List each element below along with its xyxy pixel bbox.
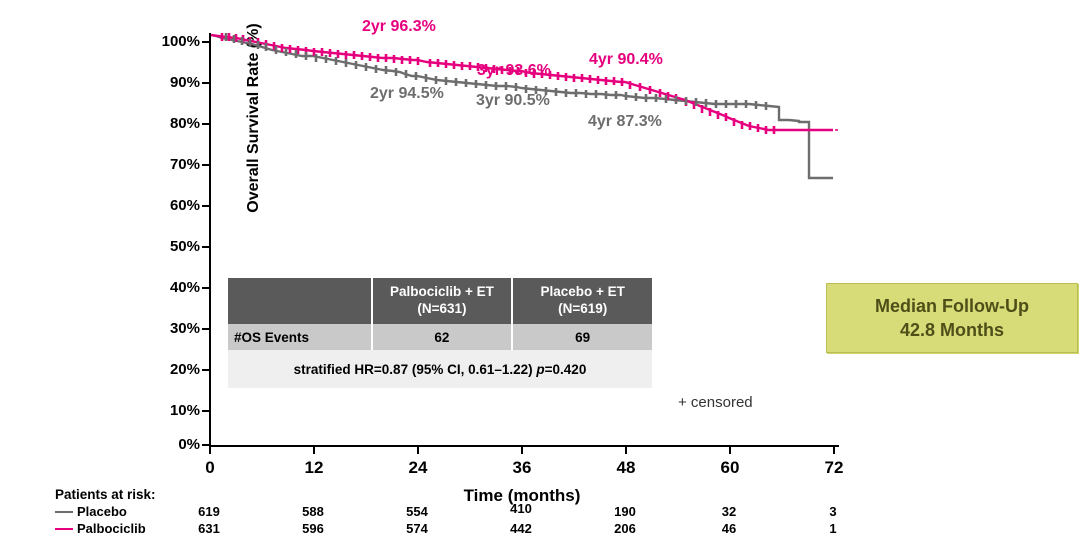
x-tick-12: 12 bbox=[304, 458, 324, 477]
risk-palbo-72: 1 bbox=[829, 521, 837, 536]
annotation-placebo-2yr: 2yr 94.5% bbox=[370, 85, 444, 102]
y-tick-30: 30% bbox=[169, 320, 200, 337]
risk-row-name-placebo: Placebo bbox=[77, 504, 127, 519]
risk-placebo-36: 410 bbox=[510, 501, 532, 516]
y-tick-80: 80% bbox=[169, 115, 200, 132]
y-tick-90: 90% bbox=[169, 74, 200, 91]
annotation-placebo-3yr: 3yr 90.5% bbox=[476, 92, 550, 109]
risk-placebo-0: 619 bbox=[198, 504, 220, 519]
stats-col-placebo-line2: (N=619) bbox=[558, 301, 608, 316]
y-tick-60: 60% bbox=[169, 197, 200, 214]
stats-hr-cell bbox=[228, 350, 652, 388]
y-tick-10: 10% bbox=[169, 402, 200, 419]
risk-placebo-24: 554 bbox=[406, 504, 428, 519]
stats-col-palbociclib-line1: Palbociclib + ET bbox=[389, 284, 494, 300]
annotation-palbo-4yr: 4yr 90.4% bbox=[589, 51, 663, 68]
x-tick-24: 24 bbox=[408, 458, 428, 477]
risk-row-name-palbociclib: Palbociclib bbox=[77, 521, 146, 536]
y-tick-50: 50% bbox=[169, 238, 200, 255]
patients-at-risk-title: Patients at risk: bbox=[55, 487, 156, 502]
risk-palbo-24: 574 bbox=[406, 521, 428, 536]
annotation-palbo-3yr: 3yr 93.6% bbox=[477, 62, 551, 79]
stats-header-row bbox=[228, 278, 652, 324]
annotation-placebo-4yr: 4yr 87.3% bbox=[588, 113, 662, 130]
stats-hr-p: p bbox=[536, 361, 545, 377]
stats-col-palbociclib bbox=[372, 278, 513, 324]
legend-line-palbociclib bbox=[55, 528, 73, 530]
y-tick-70: 70% bbox=[169, 156, 200, 173]
annotation-palbo-2yr: 2yr 96.3% bbox=[362, 18, 436, 35]
y-tick-40: 40% bbox=[169, 279, 200, 296]
y-tick-0: 0% bbox=[178, 436, 200, 453]
risk-placebo-60: 32 bbox=[721, 504, 737, 519]
stats-row-value-placebo: 69 bbox=[512, 324, 652, 350]
stats-corner-cell bbox=[228, 278, 372, 324]
risk-placebo-48: 190 bbox=[614, 504, 636, 519]
stats-hr-post: =0.420 bbox=[544, 361, 587, 377]
risk-palbo-36: 442 bbox=[510, 521, 532, 536]
risk-palbo-0: 631 bbox=[198, 521, 220, 536]
risk-placebo-72: 3 bbox=[829, 504, 837, 519]
median-followup-line1: Median Follow-Up bbox=[875, 295, 1029, 316]
stats-row-label: #OS Events bbox=[228, 324, 372, 350]
median-followup-box bbox=[826, 283, 1078, 353]
risk-palbo-60: 46 bbox=[721, 521, 737, 536]
x-axis-label: Time (months) bbox=[463, 486, 581, 505]
risk-placebo-12: 588 bbox=[302, 504, 324, 519]
table-row bbox=[55, 501, 1075, 521]
x-tick-36: 36 bbox=[512, 458, 532, 477]
x-tick-0: 0 bbox=[205, 458, 215, 477]
stats-footer-row bbox=[228, 350, 652, 388]
y-tick-20: 20% bbox=[169, 361, 200, 378]
censor-marks-palbociclib bbox=[222, 33, 774, 134]
table-row bbox=[228, 324, 652, 350]
survival-chart: Overall Survival Rate (%) 100% 90% 80% 70% 60% 50% 40% 30% 20% 10% 0% 0 12 24 36 48 60 72 Time (months) 2yr 96.3% 3yr 93.6% 4yr 90.4% 2yr 94.5% 3yr 90.5% 4yr 87.3% Palbociclib + ET (N=631) Placebo + ET (N=619) #OS Events 62 69 stratified HR=0.87 (95% CI, 0.61–1.22) p=0.420 + censored Median Follow-Up 42.8 Months Patients at risk: Placebo 619 588 554 410 190 32 3 Palbociclib 631 596 574 442 206 46 1 bbox=[0, 0, 1080, 553]
stats-col-palbociclib-line2: (N=631) bbox=[417, 301, 467, 316]
stats-col-placebo-line1: Placebo + ET bbox=[540, 284, 625, 300]
risk-palbo-12: 596 bbox=[302, 521, 324, 536]
risk-palbo-48: 206 bbox=[614, 521, 636, 536]
curve-palbociclib bbox=[211, 35, 833, 130]
legend-line-placebo bbox=[55, 511, 73, 513]
median-followup-line2: 42.8 Months bbox=[899, 320, 1005, 340]
stats-col-placebo bbox=[512, 278, 652, 324]
x-tick-72: 72 bbox=[824, 458, 844, 477]
y-tick-100: 100% bbox=[161, 33, 200, 50]
stats-hr-pre: stratified HR=0.87 (95% CI, 0.61–1.22) bbox=[293, 361, 537, 377]
stats-row-value-palbociclib: 62 bbox=[372, 324, 513, 350]
x-tick-48: 48 bbox=[616, 458, 636, 477]
patients-at-risk-table bbox=[55, 487, 1075, 538]
censored-legend: + censored bbox=[678, 394, 753, 411]
x-tick-60: 60 bbox=[720, 458, 740, 477]
table-row bbox=[55, 521, 1075, 538]
stats-table bbox=[228, 278, 652, 388]
